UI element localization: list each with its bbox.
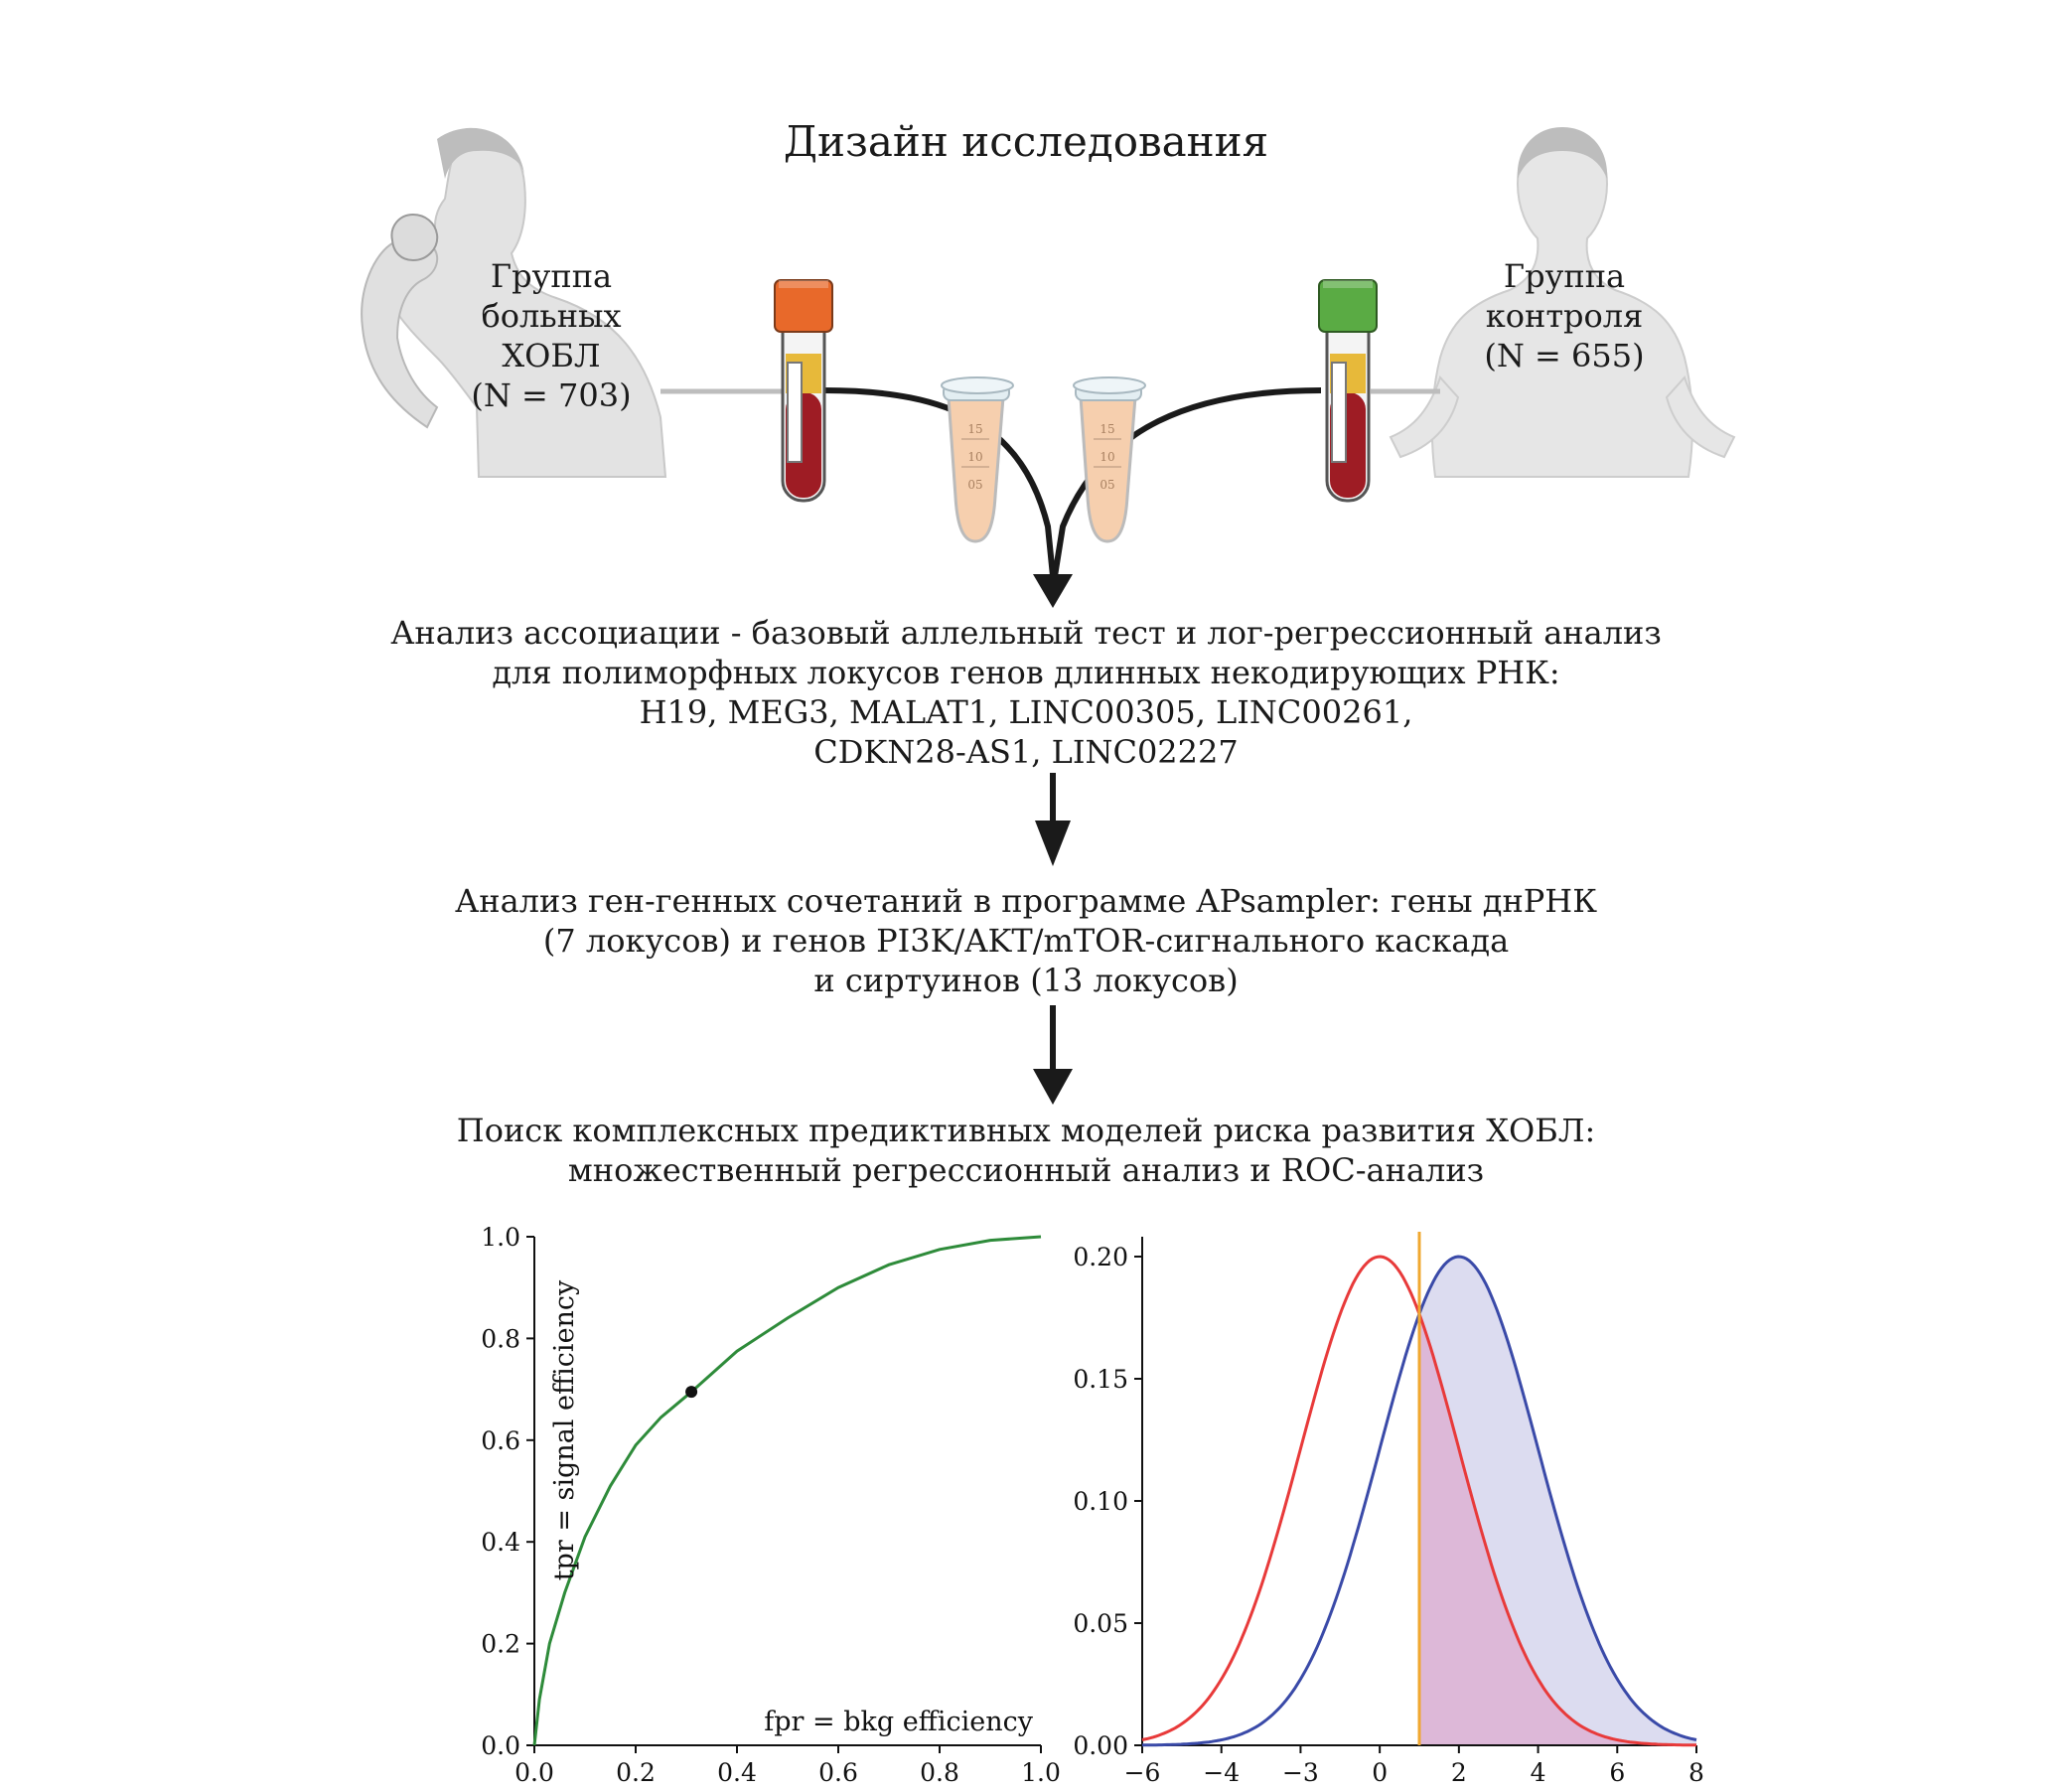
dist-y-tick-label: 0.00 (1073, 1731, 1128, 1760)
tube-mark: 10 (967, 450, 983, 464)
dist-x-tick-label: 4 (1530, 1758, 1546, 1787)
dist-y-tick-label: 0.05 (1073, 1609, 1128, 1638)
dist-x-tick-label: 2 (1450, 1758, 1467, 1787)
dist-x-tick-label: 0 (1372, 1758, 1389, 1787)
patients-group-label: Группа больных ХОБЛ (N = 703) (471, 257, 632, 414)
dist-y-tick-label: 0.10 (1073, 1487, 1128, 1516)
roc-x-tick-label: 0.2 (616, 1758, 656, 1787)
roc-x-tick-label: 1.0 (1021, 1758, 1061, 1787)
dist-x-tick-label: 8 (1688, 1758, 1704, 1787)
step-gene-gene-analysis: Анализ ген-генных сочетаний в программе APsampler: гены днРНК (7 локусов) и генов PI3K/AKT/mTOR-сигнального каскада и сиртуинов (13 локусов) (455, 882, 1597, 999)
dist-x-tick-label: −4 (1203, 1758, 1241, 1787)
dist-x-tick-label: −3 (1281, 1758, 1319, 1787)
tube-mark: 05 (967, 478, 983, 492)
roc-x-tick-label: 0.4 (717, 1758, 757, 1787)
roc-x-tick-label: 0.8 (920, 1758, 959, 1787)
roc-ylabel: tpr = signal efficiency (549, 1279, 580, 1581)
tube-mark: 10 (1100, 450, 1115, 464)
tube-mark: 05 (1100, 478, 1115, 492)
roc-x-tick-label: 0.6 (818, 1758, 858, 1787)
step-predictive-models: Поиск комплексных предиктивных моделей риска развития ХОБЛ: множественный регрессионный анализ и ROC-анализ (456, 1112, 1596, 1189)
dist-y-tick-label: 0.15 (1073, 1365, 1128, 1394)
dist-x-tick-label: 6 (1609, 1758, 1626, 1787)
roc-y-tick-label: 0.8 (481, 1324, 520, 1354)
roc-y-tick-label: 0.6 (481, 1425, 520, 1455)
roc-y-tick-label: 0.0 (481, 1731, 520, 1760)
step-association-analysis: Анализ ассоциации - базовый аллельный тест и лог-регрессионный анализ для полиморфных локусов генов длинных некодирующих РНК: H19, MEG3, MALAT1, LINC00305, LINC00261, CDKN28-AS1, LINC02227 (390, 614, 1662, 771)
dist-y-tick-label: 0.20 (1073, 1243, 1128, 1271)
dist-x-tick-label: −6 (1123, 1758, 1161, 1787)
roc-y-tick-label: 0.2 (481, 1629, 520, 1659)
roc-y-tick-label: 0.4 (481, 1528, 520, 1558)
roc-xlabel: fpr = bkg efficiency (764, 1707, 1033, 1737)
roc-y-tick-label: 1.0 (481, 1223, 520, 1252)
diagram-title: Дизайн исследования (783, 117, 1269, 166)
tube-mark: 15 (1100, 422, 1115, 436)
roc-x-tick-label: 0.0 (514, 1758, 554, 1787)
controls-group-label: Группа контроля (N = 655) (1484, 257, 1645, 374)
tube-mark: 15 (967, 422, 983, 436)
